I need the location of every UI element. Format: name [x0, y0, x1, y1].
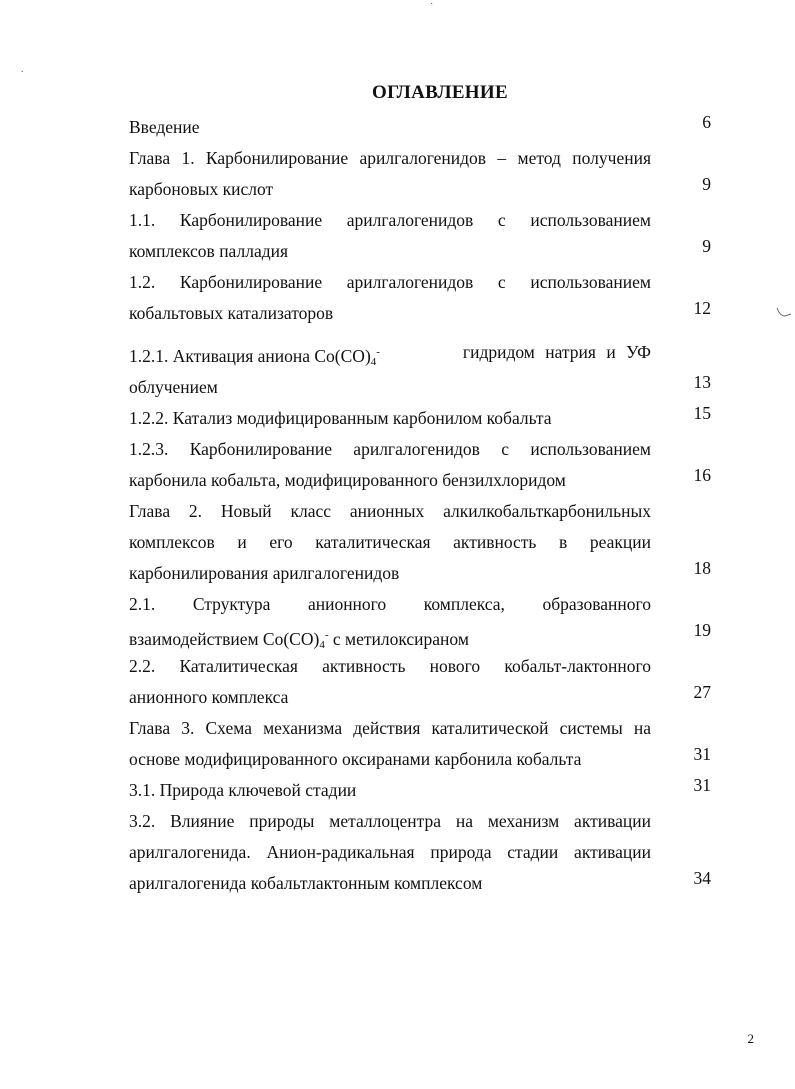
toc-entry-text: 1.2.1. Активация аниона $Co(CO)_4^-$ — [129, 346, 380, 368]
toc-entry-1-2-1[interactable] — [129, 337, 711, 403]
toc-entry-text: облучением — [129, 377, 218, 397]
toc-entry-text: 1.2. Карбонилирование арилгалогенидов с использованием — [129, 272, 651, 292]
toc-entry-1-1[interactable] — [129, 205, 711, 267]
toc-entry-text: карбонила кобальта, модифицированного бензилхлоридом — [129, 470, 566, 490]
toc-page-number: 6 — [702, 112, 711, 132]
toc-page-number: 19 — [693, 620, 711, 640]
toc-page-number: 9 — [702, 236, 711, 256]
toc-entry-3-1[interactable] — [129, 775, 711, 806]
toc-entry-text: карбоновых кислот — [129, 179, 274, 199]
toc-entry-text: арилгалогенида. Анион-радикальная природа стадии активации — [129, 842, 651, 862]
toc-entry-1-2-2[interactable] — [129, 403, 711, 434]
toc-entry-chapter-3[interactable] — [129, 713, 711, 775]
toc-entry-text: 1.2.3. Карбонилирование арилгалогенидов с использованием — [129, 439, 651, 459]
toc-title: ОГЛАВЛЕНИЕ — [372, 82, 508, 103]
toc-entry-1-2[interactable] — [129, 267, 711, 329]
toc-entry-chapter-1[interactable] — [129, 143, 711, 205]
toc-entry-text: взаимодействием $Co(CO)_4^-$ с метилоксираном — [129, 629, 469, 651]
toc-entry-text: карбонилирования арилгалогенидов — [129, 563, 400, 583]
table-of-contents — [129, 112, 711, 899]
toc-entry-2-1[interactable] — [129, 589, 711, 651]
toc-page-number: 13 — [693, 372, 711, 392]
toc-entry-text: 2.1. Структура анионного комплекса, образованного — [129, 594, 651, 614]
scan-speck: ˙ — [430, 2, 434, 13]
toc-entry-2-2[interactable] — [129, 651, 711, 713]
margin-mark — [776, 306, 792, 318]
scan-speck: . — [21, 64, 24, 75]
toc-page-number: 12 — [693, 298, 711, 318]
toc-page-number: 18 — [693, 558, 711, 578]
toc-entry-text: 2.2. Каталитическая активность нового кобальт-лактонного — [129, 656, 651, 676]
toc-entry-text: анионного комплекса — [129, 687, 289, 707]
toc-entry-text: 1.1. Карбонилирование арилгалогенидов с использованием — [129, 210, 651, 230]
toc-entry-1-2-3[interactable] — [129, 434, 711, 496]
page-number: 2 — [747, 1031, 754, 1046]
toc-entry-text: Глава 1. Карбонилирование арилгалогенидов – метод получения — [129, 148, 651, 168]
toc-entry-text: основе модифицированного оксиранами карбонила кобальта — [129, 749, 582, 769]
toc-entry-text: 3.2. Влияние природы металлоцентра на механизм активации — [129, 811, 651, 831]
toc-page-number: 16 — [693, 465, 711, 485]
toc-page-number: 27 — [693, 682, 711, 702]
toc-entry-chapter-2[interactable] — [129, 496, 711, 589]
toc-page-number: 31 — [693, 744, 711, 764]
toc-entry-text: комплексов палладия — [129, 241, 289, 261]
toc-page-number: 31 — [693, 775, 711, 795]
toc-entry-text: кобальтовых катализаторов — [129, 303, 334, 323]
toc-entry-text: Глава 3. Схема механизма действия каталитической системы на — [129, 718, 651, 738]
toc-page-number: 9 — [702, 174, 711, 194]
toc-page-number: 34 — [693, 868, 711, 888]
toc-entry-introduction[interactable] — [129, 112, 711, 143]
toc-page-number: 15 — [693, 403, 711, 423]
toc-entry-3-2[interactable] — [129, 806, 711, 899]
toc-entry-text: гидридом натрия и УФ — [462, 342, 651, 362]
toc-entry-text: 1.2.2. Катализ модифицированным карбонилом кобальта — [129, 408, 552, 428]
toc-entry-text: Глава 2. Новый класс анионных алкилкобальткарбонильных — [129, 501, 651, 521]
toc-entry-text: комплексов и его каталитическая активность в реакции — [129, 532, 651, 552]
toc-entry-text: арилгалогенида кобальтлактонным комплексом — [129, 873, 483, 893]
toc-entry-text: Введение — [129, 117, 200, 137]
toc-entry-text: 3.1. Природа ключевой стадии — [129, 780, 357, 800]
